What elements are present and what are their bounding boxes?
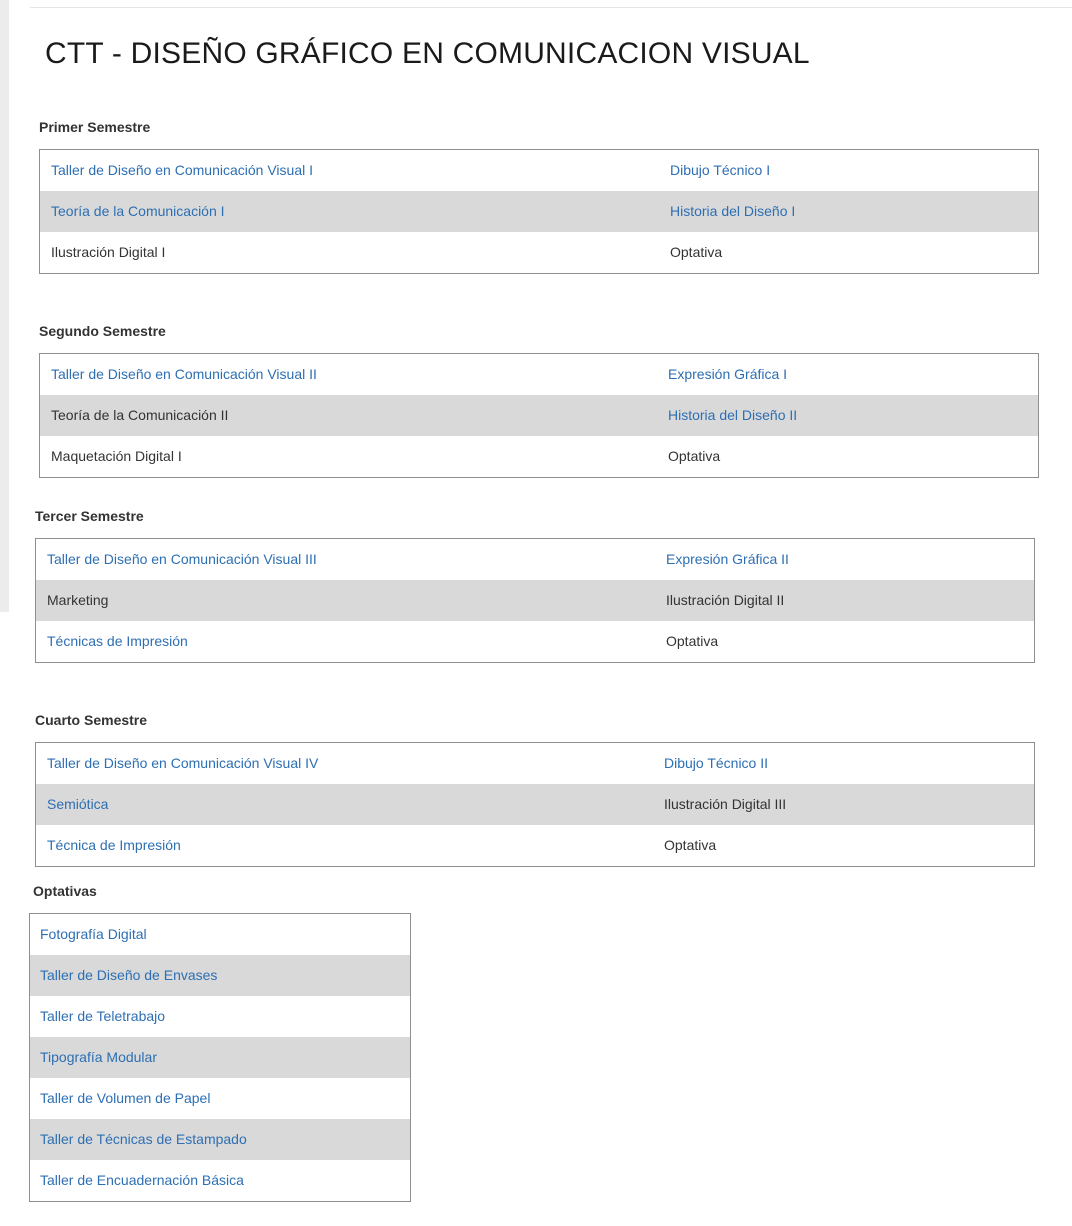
section-title-segundo-semestre: Segundo Semestre [39, 323, 166, 339]
course-expresion-grafica-2[interactable]: Expresión Gráfica II [666, 551, 789, 567]
optativa-fotografia-digital[interactable]: Fotografía Digital [40, 926, 147, 942]
table-row [40, 150, 1038, 191]
course-teoria-comunicacion-2: Teoría de la Comunicación II [51, 407, 229, 423]
course-teoria-comunicacion-1[interactable]: Teoría de la Comunicación I [51, 203, 225, 219]
table-row [40, 436, 1038, 477]
table-optativas [29, 913, 411, 1202]
table-cuarto-semestre [35, 742, 1035, 867]
course-historia-diseno-1[interactable]: Historia del Diseño I [670, 203, 796, 219]
page-title: CTT - DISEÑO GRÁFICO EN COMUNICACION VISUAL [45, 37, 810, 70]
optativa-volumen-papel[interactable]: Taller de Volumen de Papel [40, 1090, 211, 1106]
optativa-diseno-envases[interactable]: Taller de Diseño de Envases [40, 967, 218, 983]
section-title-optativas: Optativas [33, 883, 97, 899]
table-row [36, 784, 1034, 825]
course-optativa: Optativa [668, 448, 721, 464]
optativa-tipografia-modular[interactable]: Tipografía Modular [40, 1049, 157, 1065]
list-item [30, 1037, 410, 1078]
course-dibujo-tecnico-2[interactable]: Dibujo Técnico II [664, 755, 769, 771]
course-dibujo-tecnico-1[interactable]: Dibujo Técnico I [670, 162, 771, 178]
course-semiotica[interactable]: Semiótica [47, 796, 109, 812]
table-row [36, 825, 1034, 866]
table-row [40, 191, 1038, 232]
table-row [36, 580, 1034, 621]
table-row [40, 395, 1038, 436]
course-taller-diseno-cv-3[interactable]: Taller de Diseño en Comunicación Visual III [47, 551, 317, 567]
optativa-tecnicas-estampado[interactable]: Taller de Técnicas de Estampado [40, 1131, 247, 1147]
course-optativa: Optativa [664, 837, 717, 853]
optativa-teletrabajo[interactable]: Taller de Teletrabajo [40, 1008, 166, 1024]
list-item [30, 1078, 410, 1119]
section-title-primer-semestre: Primer Semestre [39, 119, 151, 135]
list-item [30, 914, 410, 955]
course-ilustracion-digital-1: Ilustración Digital I [51, 244, 166, 260]
list-item [30, 955, 410, 996]
table-primer-semestre [39, 149, 1039, 274]
table-row [36, 539, 1034, 580]
course-maquetacion-digital-1: Maquetación Digital I [51, 448, 182, 464]
optativa-encuadernacion-basica[interactable]: Taller de Encuadernación Básica [40, 1172, 244, 1188]
course-ilustracion-digital-2: Ilustración Digital II [666, 592, 785, 608]
table-tercer-semestre [35, 538, 1035, 663]
table-segundo-semestre [39, 353, 1039, 478]
course-historia-diseno-2[interactable]: Historia del Diseño II [668, 407, 798, 423]
top-divider [30, 7, 1072, 8]
table-row [36, 621, 1034, 662]
course-expresion-grafica-1[interactable]: Expresión Gráfica I [668, 366, 788, 382]
course-taller-diseno-cv-4[interactable]: Taller de Diseño en Comunicación Visual IV [47, 755, 319, 771]
course-ilustracion-digital-3: Ilustración Digital III [664, 796, 787, 812]
list-item [30, 1160, 410, 1201]
course-tecnica-impresion[interactable]: Técnica de Impresión [47, 837, 181, 853]
left-sidebar-strip [0, 0, 9, 612]
list-item [30, 1119, 410, 1160]
course-marketing: Marketing [47, 592, 109, 608]
course-optativa: Optativa [666, 633, 719, 649]
table-row [40, 232, 1038, 273]
table-row [40, 354, 1038, 395]
course-taller-diseno-cv-1[interactable]: Taller de Diseño en Comunicación Visual I [51, 162, 313, 178]
course-tecnicas-impresion[interactable]: Técnicas de Impresión [47, 633, 188, 649]
table-row [36, 743, 1034, 784]
list-item [30, 996, 410, 1037]
course-optativa: Optativa [670, 244, 723, 260]
section-title-tercer-semestre: Tercer Semestre [35, 508, 144, 524]
course-taller-diseno-cv-2[interactable]: Taller de Diseño en Comunicación Visual II [51, 366, 317, 382]
section-title-cuarto-semestre: Cuarto Semestre [35, 712, 148, 728]
